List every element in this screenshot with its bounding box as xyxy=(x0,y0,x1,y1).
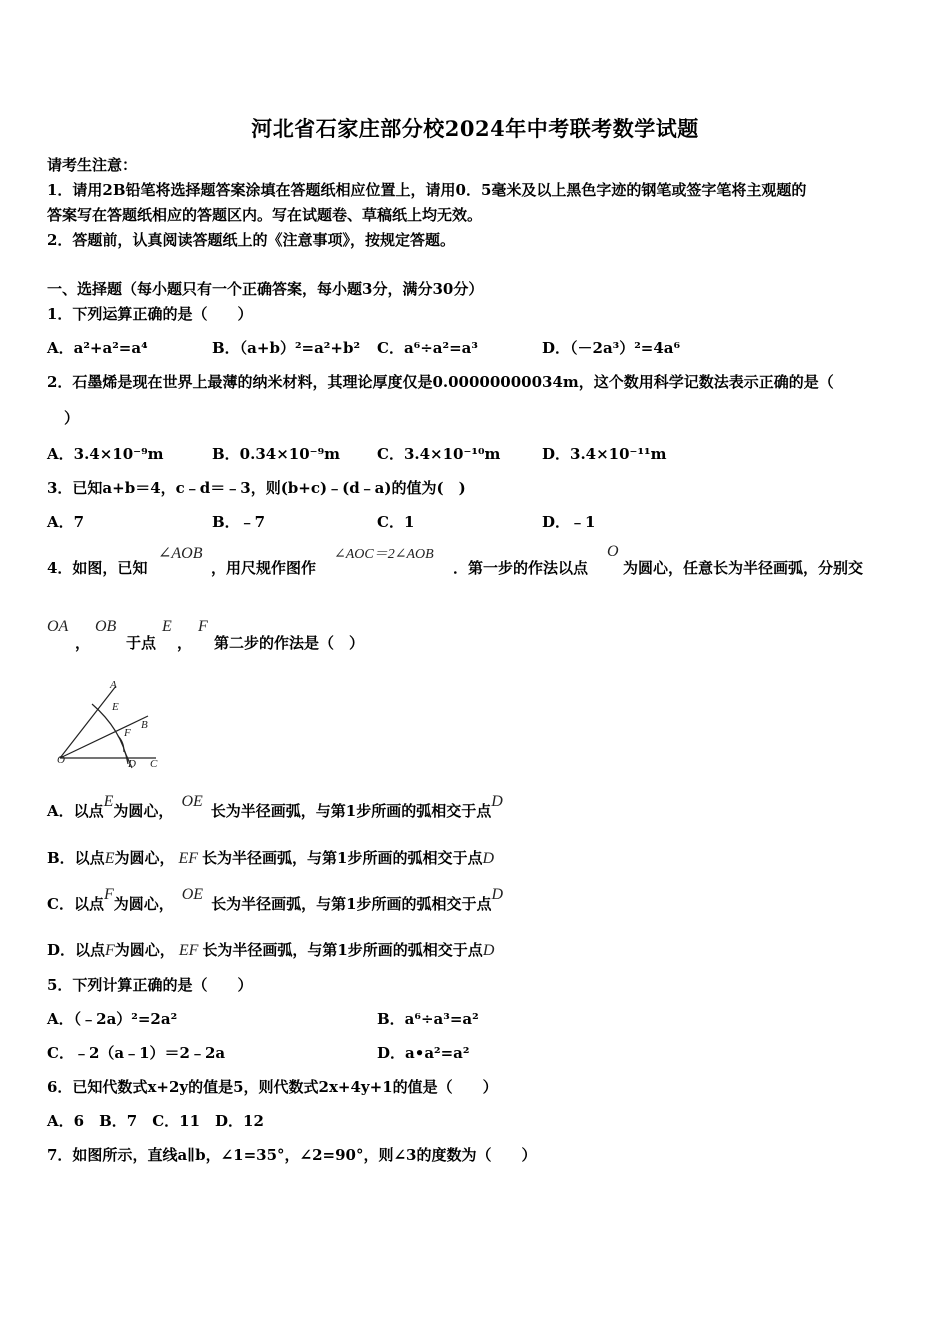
notice-heading: 请考生注意： xyxy=(47,156,138,174)
q2-option-b[interactable]: B．0.34×10⁻⁹m xyxy=(212,445,341,463)
q4-math: OB xyxy=(95,618,117,635)
q3-option-b[interactable]: B．﹣7 xyxy=(212,513,266,531)
q2-option-c[interactable]: C．3.4×10⁻¹⁰m xyxy=(377,445,501,463)
notice-line-1a: 1．请用2B铅笔将选择题答案涂填在答题纸相应位置上，请用0．5毫米及以上黑色字迹的钢笔或签字笔将主观题的 xyxy=(47,181,807,199)
option-math: D xyxy=(482,942,495,959)
option-math: D xyxy=(482,850,495,867)
section-heading: 一、选择题（每小题只有一个正确答案，每小题3分，满分30分） xyxy=(47,280,484,298)
notice-line-1b: 答案写在答题纸相应的答题区内。写在试题卷、草稿纸上均无效。 xyxy=(47,206,483,224)
option-text: C．以点 xyxy=(47,895,104,913)
option-math: F xyxy=(105,942,115,959)
option-math: D xyxy=(491,886,504,903)
q1-option-a[interactable]: A．a²+a²=a⁴ xyxy=(47,339,148,357)
q5-option-c[interactable]: C．﹣2（a﹣1）＝2﹣2a xyxy=(47,1044,226,1062)
q3-stem: 3．已知a+b＝4，c﹣d＝﹣3，则(b+c)﹣(d﹣a)的值为( ) xyxy=(47,479,466,497)
ray-ob xyxy=(60,716,148,758)
option-text: B．以点 xyxy=(47,849,105,867)
option-math: E xyxy=(104,850,115,867)
q2-stem-close: ） xyxy=(64,409,80,427)
option-math: F xyxy=(103,886,114,903)
q1-option-d[interactable]: D．（－2a³）²=4a⁶ xyxy=(542,339,681,357)
q4-math: O xyxy=(607,543,619,560)
q4-stem-part: ， xyxy=(177,634,193,652)
figure-label-d: D xyxy=(128,758,136,770)
q4-option-a[interactable] xyxy=(47,793,503,821)
q5-option-d[interactable]: D．a•a²=a² xyxy=(377,1044,470,1062)
q6-options[interactable]: A．6 B．7 C．11 D．12 xyxy=(47,1112,264,1130)
q4-option-c[interactable] xyxy=(47,886,504,914)
option-text: 为圆心， xyxy=(114,849,175,867)
figure-label-f: F xyxy=(124,727,131,739)
q5-option-b[interactable]: B．a⁶÷a³=a² xyxy=(377,1010,479,1028)
figure-label-o: O xyxy=(57,754,65,766)
q4-stem-part: 第二步的作法是（ ） xyxy=(214,634,365,652)
option-text: 长为半径画弧，与第1步所画的弧相交于点 xyxy=(202,941,483,959)
q1-stem: 1．下列运算正确的是（ ） xyxy=(47,305,253,323)
q2-stem: 2．石墨烯是现在世界上最薄的纳米材料，其理论厚度仅是0.00000000034m，这个数用科学记数法表示正确的是（ xyxy=(47,373,834,391)
q3-option-d[interactable]: D．﹣1 xyxy=(542,513,596,531)
q5-option-a[interactable]: A．（﹣2a）²=2a² xyxy=(47,1010,178,1028)
q7-stem: 7．如图所示，直线a∥b，∠1=35°，∠2=90°，则∠3的度数为（ ） xyxy=(47,1146,537,1164)
option-math: EF xyxy=(178,850,199,867)
option-text: A．以点 xyxy=(47,802,104,820)
figure-label-e: E xyxy=(112,701,119,713)
q2-option-a[interactable]: A．3.4×10⁻⁹m xyxy=(47,445,164,463)
q4-stem-part: ， xyxy=(75,634,91,652)
angle-construction-figure xyxy=(44,676,166,776)
option-math: OE xyxy=(181,886,204,903)
q4-stem-part: 于点 xyxy=(126,634,157,652)
q4-math: ∠AOC＝2∠AOB xyxy=(334,547,434,562)
option-text: 长为半径画弧，与第1步所画的弧相交于点 xyxy=(211,895,492,913)
ray-oa xyxy=(60,686,116,758)
q4-math: OA xyxy=(47,618,69,635)
q5-stem: 5．下列计算正确的是（ ） xyxy=(47,976,253,994)
q4-stem-part: 4．如图，已知 xyxy=(47,559,148,577)
q4-option-d[interactable] xyxy=(47,939,494,960)
q4-math: ∠AOB xyxy=(158,545,203,562)
option-math: D xyxy=(491,793,503,810)
q4-math: E xyxy=(162,618,172,635)
option-math: EF xyxy=(178,942,199,959)
figure-label-a: A xyxy=(110,679,117,691)
option-math: OE xyxy=(181,793,203,810)
q6-stem: 6．已知代数式x+2y的值是5，则代数式2x+4y+1的值是（ ） xyxy=(47,1078,498,1096)
q4-stem-part: ，用尺规作图作 xyxy=(211,559,317,577)
figure-label-c: C xyxy=(150,758,158,770)
q4-stem-part: 为圆心，任意长为半径画弧，分别交 xyxy=(623,559,864,577)
q2-option-d[interactable]: D．3.4×10⁻¹¹m xyxy=(542,445,667,463)
q3-option-c[interactable]: C．1 xyxy=(377,513,415,531)
q3-option-a[interactable]: A．7 xyxy=(47,513,85,531)
q4-option-b[interactable] xyxy=(47,847,494,868)
q1-option-c[interactable]: C．a⁶÷a²=a³ xyxy=(377,339,478,357)
option-math: E xyxy=(103,793,114,810)
page-title: 河北省石家庄部分校2024年中考联考数学试题 xyxy=(251,116,699,141)
option-text: D．以点 xyxy=(47,941,106,959)
option-text: 长为半径画弧，与第1步所画的弧相交于点 xyxy=(210,802,492,820)
figure-label-b: B xyxy=(141,719,148,731)
option-text: 长为半径画弧，与第1步所画的弧相交于点 xyxy=(202,849,483,867)
option-text: 为圆心， xyxy=(113,802,174,820)
q4-stem-part: ．第一步的作法以点 xyxy=(453,559,589,577)
option-text: 为圆心， xyxy=(114,941,175,959)
option-text: 为圆心， xyxy=(113,895,174,913)
q1-option-b[interactable]: B．（a+b）²=a²+b² xyxy=(212,339,361,357)
q4-math: F xyxy=(198,618,208,635)
notice-line-2: 2．答题前，认真阅读答题纸上的《注意事项》，按规定答题。 xyxy=(47,231,455,249)
